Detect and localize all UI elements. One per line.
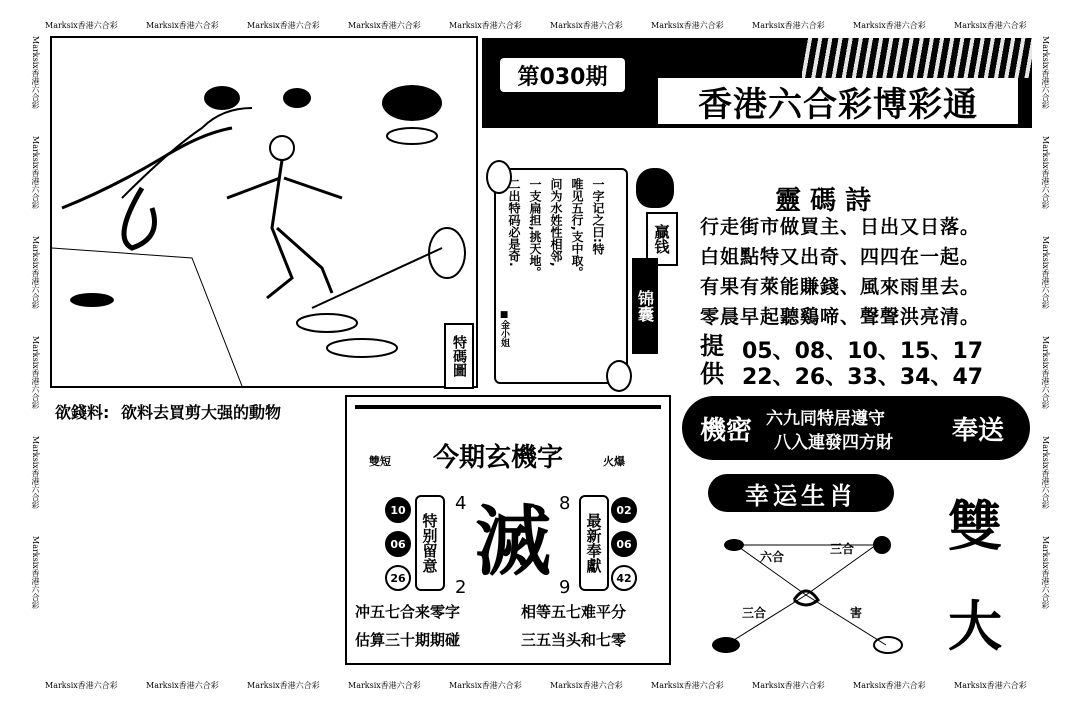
bag-label: 锦 囊: [632, 258, 658, 354]
number-ball: 42: [611, 565, 637, 591]
watermark-text: Marksix香港六合彩: [651, 681, 724, 690]
header-bar: [482, 38, 1032, 128]
mystery-right-tag: 火爆: [603, 455, 625, 468]
watermark-text: Marksix香港六合彩: [1041, 436, 1050, 509]
right-vertical-label: 最新奉獻: [579, 495, 609, 591]
watermark-text: Marksix香港六合彩: [449, 21, 522, 30]
watermark-text: Marksix香港六合彩: [853, 681, 926, 690]
lucky-bag: [632, 168, 678, 358]
watermark-text: Marksix香港六合彩: [954, 681, 1027, 690]
rooster-icon: [873, 536, 891, 554]
digit-tr: 8: [559, 493, 571, 514]
poem-line: 白姐點特又出奇、四四在一起。: [700, 246, 981, 268]
digit-br: 9: [559, 577, 571, 598]
secret-line2: 八入連發四方財: [774, 433, 893, 453]
watermark-text: Marksix香港六合彩: [348, 21, 421, 30]
watermark-text: Marksix香港六合彩: [31, 336, 40, 409]
watermark-text: Marksix香港六合彩: [247, 681, 320, 690]
watermark-text: Marksix香港六合彩: [853, 21, 926, 30]
zodiac-diagram: [706, 520, 906, 670]
poem-title: 靈 碼 詩: [775, 186, 872, 216]
digit-tl: 4: [455, 493, 467, 514]
watermark-text: Marksix香港六合彩: [1041, 336, 1050, 409]
provide-row1: 05、08、10、15、17: [742, 339, 984, 364]
mystery-footer-right1: 相等五七难平分: [521, 603, 627, 621]
scroll-line: 一支扁担,挑天地。: [528, 178, 542, 279]
watermark-text: Marksix香港六合彩: [550, 681, 623, 690]
provide-label: 提 供: [700, 331, 724, 388]
watermark-text: Marksix香港六合彩: [31, 36, 40, 109]
page-title: 香港六合彩博彩通: [658, 78, 1018, 124]
number-ball: 06: [611, 531, 637, 557]
watermark-text: Marksix香港六合彩: [1041, 236, 1050, 309]
secret-right: 奉送: [952, 416, 1005, 446]
mystery-box: [345, 395, 671, 665]
zodiac-label: 害: [850, 606, 863, 620]
watermark-text: Marksix香港六合彩: [1041, 36, 1050, 109]
mystery-left-tag: 雙短: [369, 455, 391, 468]
number-ball: 26: [385, 565, 411, 591]
scroll-line: 唯见五行,支中取。: [570, 178, 584, 279]
illustration-caption: 特 碼 圖: [444, 323, 474, 389]
watermark-text: Marksix香港六合彩: [45, 681, 118, 690]
watermark-text: Marksix香港六合彩: [449, 681, 522, 690]
bag-icon: [636, 168, 674, 208]
mystery-title: 今期玄機字: [433, 443, 564, 473]
riddle-label: 欲錢料:: [55, 403, 110, 422]
zodiac-label: 三合: [830, 542, 855, 556]
runner-illustration: [52, 38, 476, 386]
digit-bl: 2: [455, 577, 467, 598]
watermark-text: Marksix香港六合彩: [752, 681, 825, 690]
right-circles: [611, 497, 637, 591]
scroll-line: 二出特码必是奇.: [507, 178, 521, 267]
number-ball: 10: [385, 497, 411, 523]
watermark-text: Marksix香港六合彩: [146, 681, 219, 690]
poem-line: 行走街市做買主、日出又日落。: [700, 216, 981, 238]
watermark-text: Marksix香港六合彩: [146, 21, 219, 30]
watermark-text: Marksix香港六合彩: [31, 236, 40, 309]
scroll-line: 问为水姓性相邻,: [549, 178, 563, 267]
zodiac-label: 六合: [760, 550, 785, 564]
watermark-text: Marksix香港六合彩: [31, 136, 40, 209]
mystery-big-char: 滅: [475, 497, 551, 586]
lucky-big-2: 大: [948, 594, 1002, 658]
riddle-text: 欲料去買剪大强的動物: [120, 403, 281, 422]
watermark-text: Marksix香港六合彩: [651, 21, 724, 30]
left-circles: [385, 497, 411, 591]
secret-banner: [682, 396, 1030, 460]
illustration-panel: [50, 36, 478, 388]
zodiac-label: 三合: [742, 606, 767, 620]
mystery-border-ornament: [355, 405, 661, 409]
watermark-text: Marksix香港六合彩: [31, 536, 40, 609]
mystery-footer-left1: 冲五七合来零字: [355, 603, 461, 621]
scroll-text: [507, 178, 607, 358]
win-label: 贏 钱: [646, 212, 678, 266]
number-ball: 06: [385, 531, 411, 557]
mystery-footer-left2: 估算三十期期碰: [355, 631, 461, 649]
scroll-author: ■金小姐: [499, 310, 509, 347]
scroll-line: 一字记之曰:特: [591, 178, 605, 255]
riddle: [55, 400, 281, 423]
lucky-big-1: 雙: [948, 494, 1002, 558]
secret-line1: 六九同特居遵守: [766, 409, 885, 429]
rat-icon: [724, 539, 744, 551]
watermark-text: Marksix香港六合彩: [1041, 136, 1050, 209]
provide-row2: 22、26、33、34、47: [742, 365, 984, 390]
header-rays: [802, 38, 1032, 78]
watermark-text: Marksix香港六合彩: [550, 21, 623, 30]
lucky-title: 幸运生肖: [708, 474, 894, 512]
watermark-text: Marksix香港六合彩: [31, 436, 40, 509]
left-vertical-label: 特别留意: [415, 495, 445, 591]
poem-line: 有果有萊能賺錢、風來雨里去。: [700, 276, 981, 298]
watermark-text: Marksix香港六合彩: [45, 21, 118, 30]
watermark-text: Marksix香港六合彩: [247, 21, 320, 30]
pig-icon: [874, 637, 902, 653]
scroll: [482, 160, 632, 390]
snake-icon: [794, 591, 818, 605]
mystery-footer-right2: 三五当头和七零: [521, 631, 627, 649]
poem-line: 零晨早起聽鷄啼、聲聲洪亮清。: [700, 306, 981, 328]
poem: [700, 212, 980, 332]
watermark-text: Marksix香港六合彩: [348, 681, 421, 690]
ox-icon: [712, 637, 740, 653]
issue-box: 第030期: [500, 58, 625, 92]
number-ball: 02: [611, 497, 637, 523]
secret-left: 機密: [700, 416, 753, 446]
watermark-text: Marksix香港六合彩: [954, 21, 1027, 30]
watermark-text: Marksix香港六合彩: [1041, 536, 1050, 609]
watermark-text: Marksix香港六合彩: [752, 21, 825, 30]
